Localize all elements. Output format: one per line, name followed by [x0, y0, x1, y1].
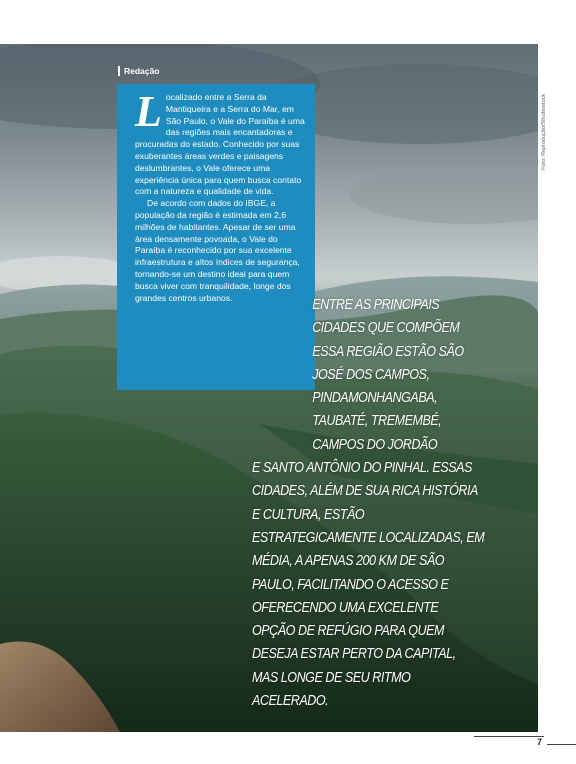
article-paragraph-1: ocalizado entre a Serra da Mantiqueira e a Serra do Mar, em São Paulo, o Vale do Paraíba é uma das regiões mais encantadoras e procuradas do estado. Conhecido por suas exuberantes áreas verdes e paisagens deslumbrantes, o Vale oferece uma experiência única para quem busca contato com a natureza e qualidade de vida. [135, 92, 305, 197]
footer-rule [474, 736, 544, 737]
pull-quote [252, 294, 484, 713]
pull-quote-part-1: ENTRE AS PRINCIPAIS CIDADES QUE COMPÕEM ESSA REGIÃO ESTÃO SÃO JOSÉ DOS CAMPOS, PINDAMONHANGABA, TAUBATÉ, TREMEMBÉ, CAMPOS DO JORDÃO [312, 297, 464, 453]
article-paragraph-2: De acordo com dados do IBGE, a população da região é estimada em 2,6 milhões de habitantes. Apesar de ser uma área densamente povoada, o Vale do Paraíba é reconhecido por sua excelente infraestrutura e altos índices de segurança, tornando-se um destino ideal para quem busca viver com tranquilidade, longe dos grandes centros urbanos. [135, 198, 300, 303]
photo-credit: Foto: Reprodução/Shutterstock [541, 93, 547, 170]
footer-rule-right [547, 744, 576, 745]
pull-quote-part-2: E SANTO ANTÔNIO DO PINHAL. ESSAS CIDADES, ALÉM DE SUA RICA HISTÓRIA E CULTURA, ESTÃO ESTRATEGICAMENTE LOCALIZADAS, EM MÉDIA, A APENAS 200 KM DE SÃO PAULO, FACILITANDO O ACESSO E OFERECENDO UMA EXCELENTE OPÇÃO DE REFÚGIO PARA QUEM DESEJA ESTAR PERTO DA CAPITAL, MAS LONGE DE SEU RITMO ACELERADO. [252, 460, 485, 710]
page-number: 7 [537, 737, 543, 747]
section-label: Redação [118, 66, 159, 76]
drop-cap: L [135, 87, 162, 136]
